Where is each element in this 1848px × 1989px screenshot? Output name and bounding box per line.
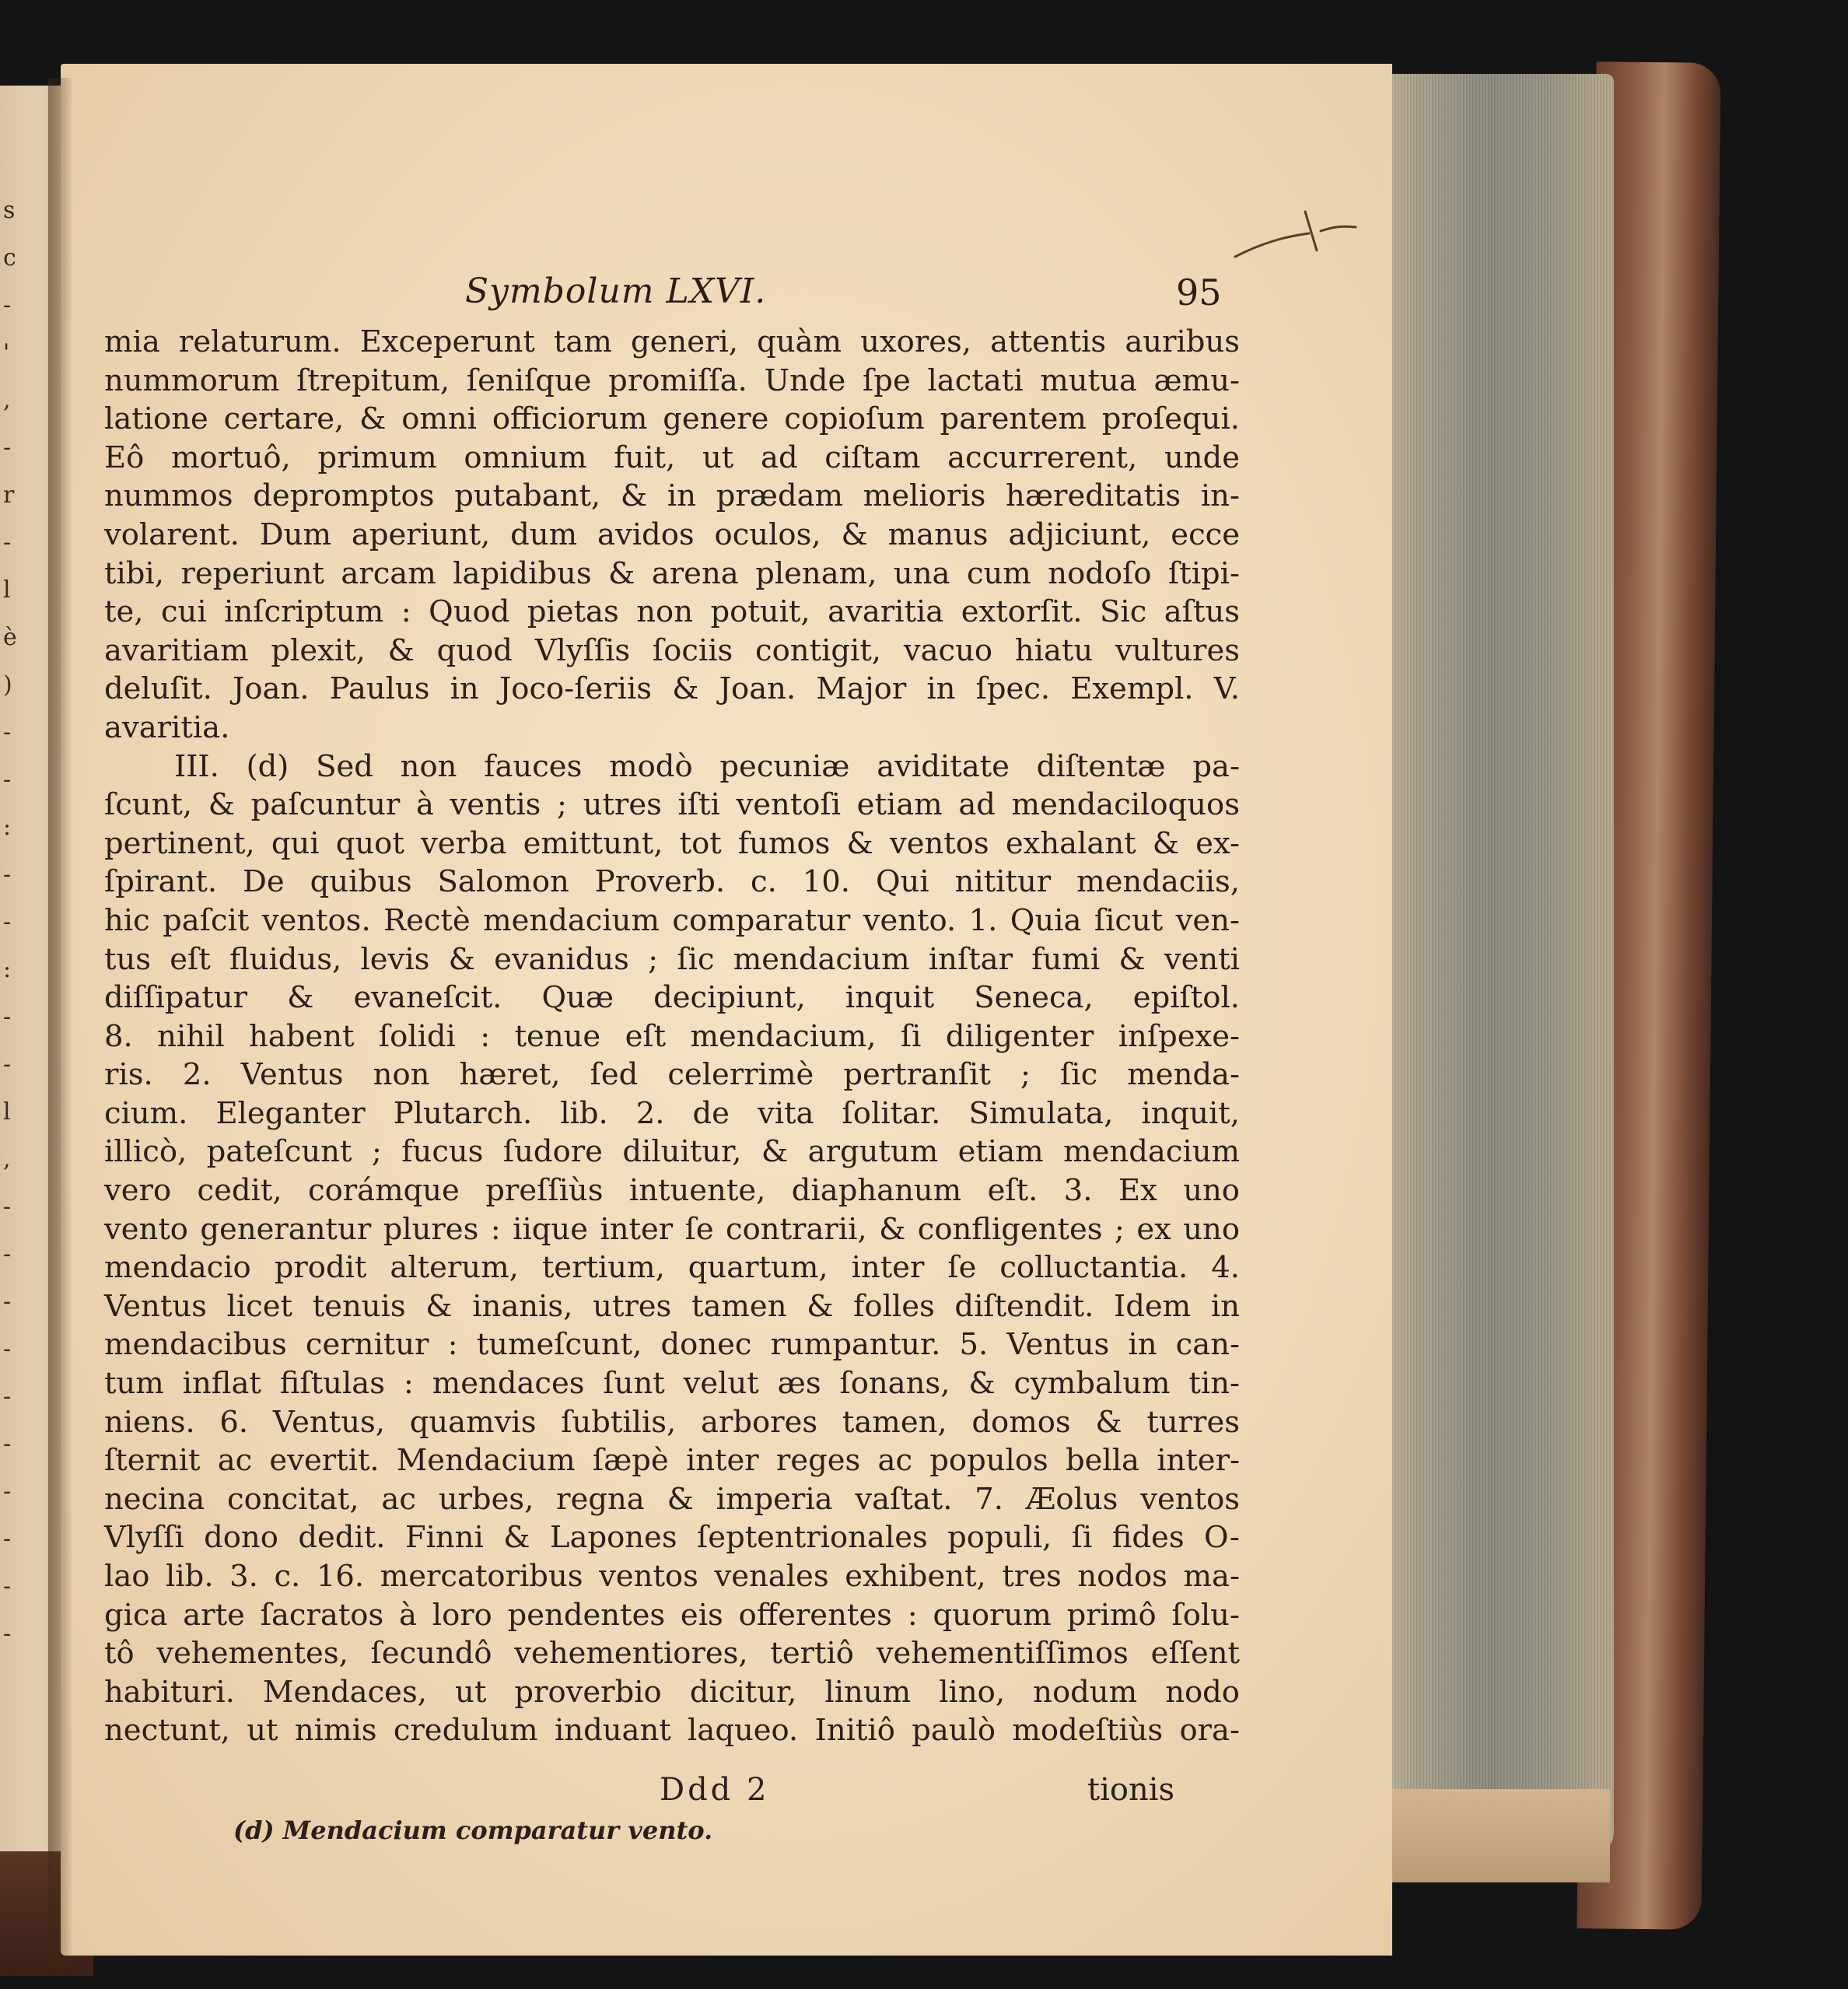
text-line: hic paſcit ventos. Rectè mendacium comparatur vento. 1. Quia ſicut ven- bbox=[104, 902, 1240, 938]
text-line: pertinent, qui quot verba emittunt, tot fumos & ventos exhalant & ex- bbox=[104, 825, 1240, 861]
text-line: vero cedit, corámque preſſiùs intuente, diaphanum eſt. 3. Ex uno bbox=[104, 1173, 1240, 1209]
text-line: avaritia. bbox=[104, 709, 230, 745]
text-line: cium. Eleganter Plutarch. lib. 2. de vita ſolitar. Simulata, inquit, bbox=[104, 1095, 1240, 1131]
catchword: tionis bbox=[1087, 1772, 1175, 1808]
page-number: 95 bbox=[1176, 271, 1222, 313]
text-line: tô vehementes, ſecundô vehementiores, tertiô vehementiſſimos eſſent bbox=[104, 1636, 1240, 1672]
text-line: ſternit ac evertit. Mendacium ſæpè inter reges ac populos bella inter- bbox=[104, 1443, 1240, 1479]
text-line: mendacibus cernitur : tumeſcunt, donec rumpantur. 5. Ventus in can- bbox=[104, 1327, 1240, 1363]
text-line: 8. nihil habent ſolidi : tenue eſt mendacium, ſi diligenter inſpexe- bbox=[104, 1018, 1240, 1054]
text-line: gica arte ſacratos à loro pendentes eis offerentes : quorum primô ſolu- bbox=[104, 1597, 1240, 1633]
footnote: (d) Mendacium comparatur vento. bbox=[233, 1816, 713, 1845]
text-line: mendacio prodit alterum, tertium, quartum, inter ſe colluctantia. 4. bbox=[104, 1250, 1240, 1286]
text-line: tus eſt fluidus, levis & evanidus ; ſic mendacium inſtar fumi & venti bbox=[104, 941, 1240, 977]
body-text bbox=[104, 323, 1240, 1750]
signature-mark: Ddd 2 bbox=[660, 1772, 770, 1808]
text-line: vento generantur plures : iique inter ſe contrarii, & confligentes ; ex uno bbox=[104, 1211, 1240, 1247]
text-line: diſſipatur & evaneſcit. Quæ decipiunt, inquit Seneca, epiſtol. bbox=[104, 980, 1240, 1016]
text-line: ſpirant. De quibus Salomon Proverb. c. 10. Qui nititur mendaciis, bbox=[104, 864, 1240, 900]
left-page-marks: s c - ' , - r - l è ) - - : - - : - - l , - - - - - - - - - - bbox=[3, 197, 17, 1648]
text-line: ris. 2. Ventus non hæret, ſed celerrimè pertranſit ; ſic menda- bbox=[104, 1057, 1240, 1093]
page-block-edges bbox=[1357, 74, 1614, 1855]
text-line: Vlyſſi dono dedit. Finni & Lapones ſeptentrionales populi, ſi fides O- bbox=[104, 1520, 1240, 1556]
text-line: volarent. Dum aperiunt, dum avidos oculos, & manus adjiciunt, ecce bbox=[104, 517, 1240, 552]
text-line: deluſit. Joan. Paulus in Joco-ſeriis & Joan. Major in ſpec. Exempl. V. bbox=[104, 671, 1240, 707]
text-line: habituri. Mendaces, ut proverbio dicitur, linum lino, nodum nodo bbox=[104, 1674, 1240, 1710]
text-line: necina concitat, ac urbes, regna & imperia vaſtat. 7. Æolus ventos bbox=[104, 1481, 1240, 1517]
text-line: Eô mortuô, primum omnium fuit, ut ad ciſtam accurrerent, unde bbox=[104, 439, 1240, 475]
running-head: Symbolum LXVI. bbox=[465, 271, 767, 311]
page-header bbox=[61, 271, 1392, 318]
text-line: III. (d) Sed non fauces modò pecuniæ aviditate diſtentæ pa- bbox=[174, 748, 1240, 784]
pen-mark-icon bbox=[1231, 196, 1363, 266]
text-line: Ventus licet tenuis & inanis, utres tamen & folles diſtendit. Idem in bbox=[104, 1288, 1240, 1324]
text-line: niens. 6. Ventus, quamvis ſubtilis, arbores tamen, domos & turres bbox=[104, 1404, 1240, 1440]
text-line: ſcunt, & paſcuntur à ventis ; utres iſti ventoſi etiam ad mendaciloquos bbox=[104, 787, 1240, 823]
text-line: tibi, reperiunt arcam lapidibus & arena plenam, una cum nodoſo ſtipi- bbox=[104, 555, 1240, 591]
text-line: illicò, pateſcunt ; fucus ſudore diluitur, & argutum etiam mendacium bbox=[104, 1134, 1240, 1170]
gutter-shadow bbox=[48, 78, 72, 1968]
text-line: te, cui inſcriptum : Quod pietas non potuit, avaritia extorſit. Sic aſtus bbox=[104, 594, 1240, 630]
text-line: latione certare, & omni officiorum genere copioſum parentem proſequi. bbox=[104, 401, 1240, 437]
text-line: nummos depromptos putabant, & in prædam melioris hæreditatis in- bbox=[104, 478, 1240, 514]
text-line: lao lib. 3. c. 16. mercatoribus ventos venales exhibent, tres nodos ma- bbox=[104, 1559, 1240, 1594]
text-line: nummorum ſtrepitum, ſeniſque promiſſa. Unde ſpe lactati mutua æmu- bbox=[104, 362, 1240, 398]
right-page bbox=[61, 64, 1392, 1956]
text-line: mia relaturum. Exceperunt tam generi, quàm uxores, attentis auribus bbox=[104, 324, 1240, 359]
text-line: tum inflat fiſtulas : mendaces ſunt velut æs ſonans, & cymbalum tin- bbox=[104, 1366, 1240, 1402]
text-line: avaritiam plexit, & quod Vlyſſis ſociis contigit, vacuo hiatu vultures bbox=[104, 632, 1240, 668]
text-line: nectunt, ut nimis credulum induant laqueo. Initiô paulò modeſtiùs ora- bbox=[104, 1713, 1240, 1749]
page-block-bottom bbox=[1392, 1789, 1610, 1882]
